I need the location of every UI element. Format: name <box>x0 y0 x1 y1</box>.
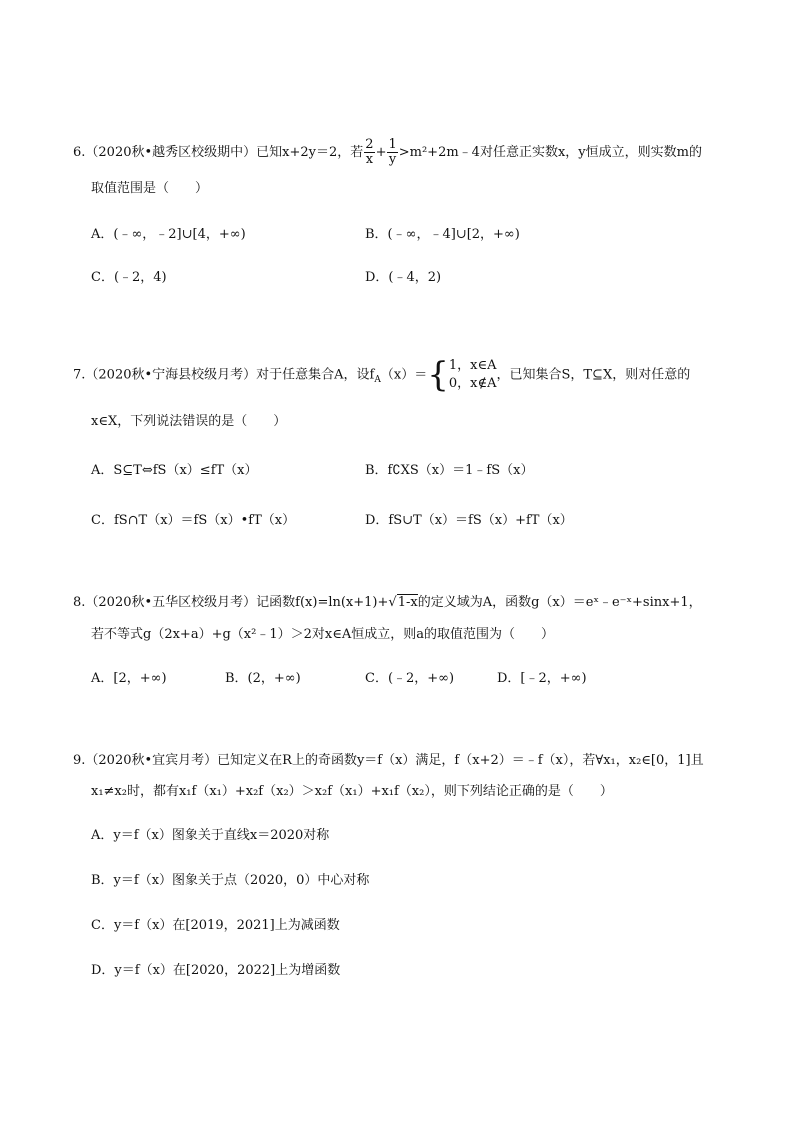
q6-option-a[interactable]: A．(﹣∞，﹣2]∪[4，+∞) <box>91 227 246 242</box>
left-brace-icon: { <box>427 355 449 395</box>
q7-option-d[interactable]: D．fS∪T（x）＝fS（x）+fT（x） <box>365 513 573 528</box>
q9-option-c[interactable]: C．y＝f（x）在[2019，2021]上为减函数 <box>91 918 340 933</box>
q9-option-b[interactable]: B．y＝f（x）图象关于点（2020，0）中心对称 <box>91 873 370 888</box>
q8-line1-head: 8.（2020秋•五华区校级月考）记函数f(x)=ln(x+1)+ <box>73 595 389 610</box>
q8-option-b[interactable]: B．(2，+∞) <box>225 671 301 686</box>
q7-subscript-a: A <box>374 375 381 386</box>
q7-option-b[interactable]: B．f∁XS（x）＝1﹣fS（x） <box>365 463 534 478</box>
q6-option-d[interactable]: D．(﹣4，2) <box>365 270 442 285</box>
q6-line1 <box>73 138 702 167</box>
q9-option-d[interactable]: D．y＝f（x）在[2020，2022]上为增函数 <box>91 963 341 978</box>
q6-line1-head: 6.（2020秋•越秀区校级期中）已知x+2y＝2，若 <box>73 145 364 160</box>
q7-line1 <box>73 357 690 393</box>
q6-plus: + <box>375 145 387 160</box>
q6-fraction-2-over-x: $\frac{2}{x}$ <box>365 137 374 167</box>
q7-piecewise <box>427 357 496 393</box>
q8-option-a[interactable]: A．[2，+∞) <box>91 671 167 686</box>
q7-line1-head: 7.（2020秋•宁海县校级月考）对于任意集合A，设f <box>73 367 375 383</box>
q8-option-c[interactable]: C．(﹣2，+∞) <box>365 671 455 686</box>
q7-line2: x∈X，下列说法错误的是（ ） <box>91 414 287 429</box>
q7-option-c[interactable]: C．fS∩T（x）＝fS（x）•fT（x） <box>91 513 296 528</box>
q9-option-a[interactable]: A．y＝f（x）图象关于直线x＝2020对称 <box>91 828 330 843</box>
q6-option-c[interactable]: C．(﹣2，4) <box>91 270 167 285</box>
q6-fraction-1-over-y: $\frac{1}{y}$ <box>388 137 397 167</box>
q7-line1-mid: （x）＝ <box>380 367 428 383</box>
q8-line1 <box>73 593 702 613</box>
q8-line1-tail: 的定义域为A，函数g（x）＝eˣ﹣e⁻ˣ+sinx+1， <box>417 595 702 610</box>
q8-sqrt-content: 1-x <box>397 595 418 610</box>
q7-cases: 1，x∈A 0，x∉A <box>448 358 497 391</box>
q6-line1-tail: >m²+2m﹣4对任意正实数x，y恒成立，则实数m的 <box>398 145 702 160</box>
q8-line2: 若不等式g（2x+a）+g（x²﹣1）＞2对x∈A恒成立，则a的取值范围为（ ） <box>91 627 554 642</box>
q9-line2: x₁≠x₂时，都有x₁f（x₁）+x₂f（x₂）＞x₂f（x₁）+x₁f（x₂），则下列结论正确的是（ ） <box>91 784 613 799</box>
q8-option-d[interactable]: D．[﹣2，+∞) <box>497 671 587 686</box>
q7-option-a[interactable]: A．S⊆T⇔fS（x）≤fT（x） <box>91 463 258 478</box>
q7-line1-tail: ，已知集合S，T⊆X，则对任意的 <box>496 367 691 383</box>
sqrt-icon: √ <box>388 595 397 610</box>
q9-line1: 9.（2020秋•宜宾月考）已知定义在R上的奇函数y＝f（x）满足，f（x+2）＝﹣f（x），若∀x₁，x₂∈[0，1]且 <box>73 753 704 768</box>
q6-line2: 取值范围是（ ） <box>91 181 209 196</box>
q6-option-b[interactable]: B．(﹣∞，﹣4]∪[2，+∞) <box>365 227 520 242</box>
